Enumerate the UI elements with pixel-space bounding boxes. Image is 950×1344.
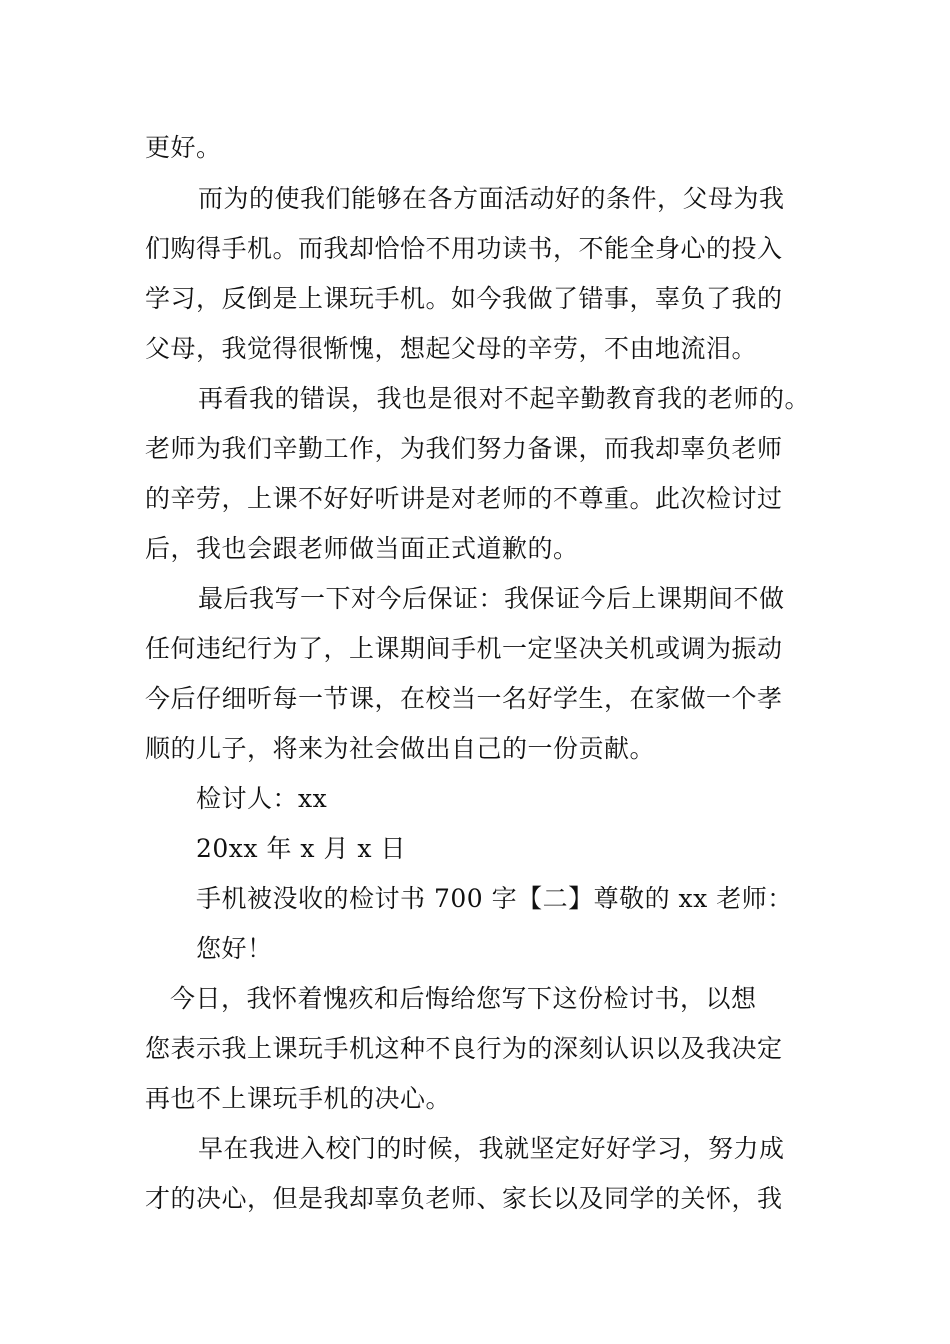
paragraph-line: 才的决心，但是我却辜负老师、家长以及同学的关怀，我 (145, 1184, 783, 1213)
paragraph-line: 父母，我觉得很惭愧，想起父母的辛劳，不由地流泪。 (145, 334, 758, 363)
paragraph-line: 老师为我们辛勤工作，为我们努力备课，而我却辜负老师 (145, 434, 783, 463)
paragraph-line: 任何违纪行为了，上课期间手机一定坚决关机或调为振动 (145, 634, 783, 663)
paragraph-line: 更好。 (145, 133, 222, 162)
date-line: 20xx 年 x 月 x 日 (196, 834, 406, 863)
paragraph-line: 早在我进入校门的时候，我就坚定好好学习，努力成 (198, 1134, 785, 1163)
paragraph-line: 学习，反倒是上课玩手机。如今我做了错事，辜负了我的 (145, 284, 783, 313)
paragraph-line: 的辛劳，上课不好好听讲是对老师的不尊重。此次检讨过 (145, 484, 783, 513)
paragraph-line: 最后我写一下对今后保证：我保证今后上课期间不做 (198, 584, 785, 613)
section-heading: 手机被没收的检讨书 700 字【二】尊敬的 xx 老师： (196, 884, 793, 913)
paragraph-line: 而为的使我们能够在各方面活动好的条件，父母为我 (198, 184, 785, 213)
paragraph-line: 再也不上课玩手机的决心。 (145, 1084, 452, 1113)
paragraph-line: 们购得手机。而我却恰恰不用功读书，不能全身心的投入 (145, 234, 783, 263)
paragraph-line: 后，我也会跟老师做当面正式道歉的。 (145, 534, 579, 563)
paragraph-line: 再看我的错误，我也是很对不起辛勤教育我的老师的。 (198, 384, 811, 413)
paragraph-line: 您表示我上课玩手机这种不良行为的深刻认识以及我决定 (145, 1034, 783, 1063)
paragraph-line: 顺的儿子，将来为社会做出自己的一份贡献。 (145, 734, 656, 763)
greeting-line: 您好！ (196, 934, 273, 963)
paragraph-line: 今日，我怀着愧疚和后悔给您写下这份检讨书，以想 (170, 984, 757, 1013)
paragraph-line: 今后仔细听每一节课，在校当一名好学生，在家做一个孝 (145, 684, 783, 713)
signature-line: 检讨人：xx (196, 784, 328, 813)
